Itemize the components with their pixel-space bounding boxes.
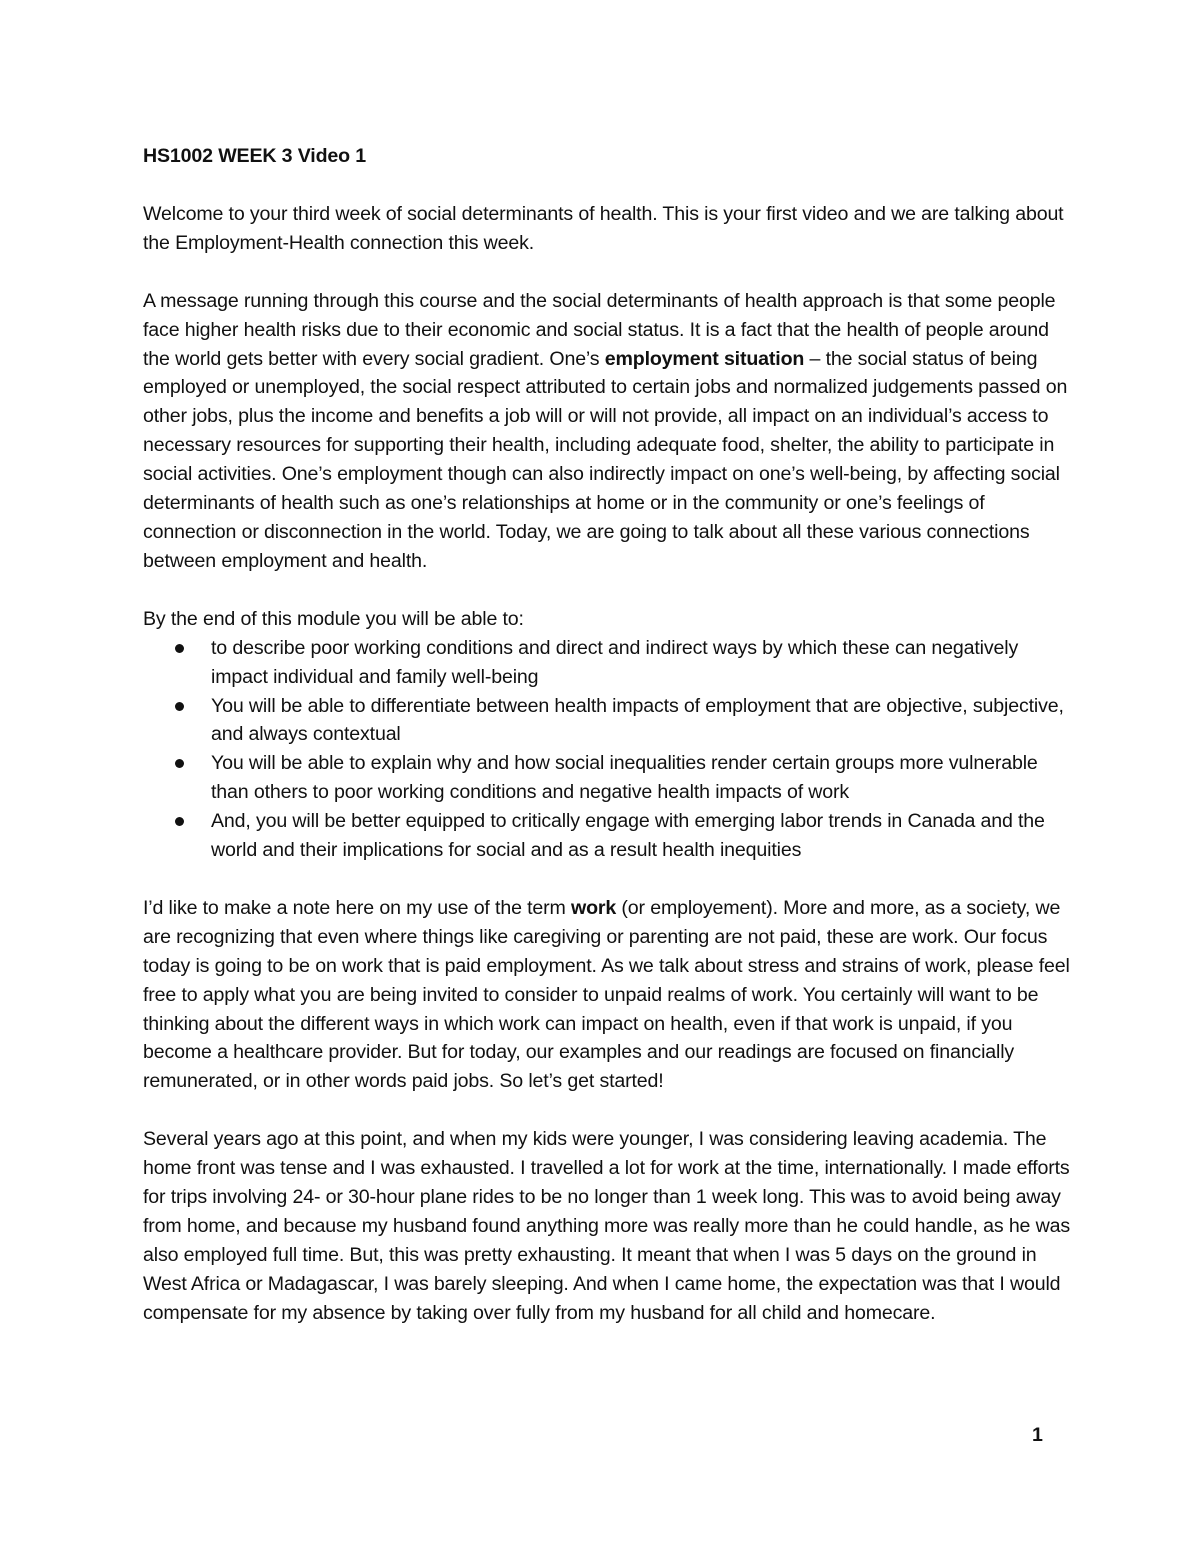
story-paragraph: Several years ago at this point, and when my kids were younger, I was considering leaving academia. The home front was tense and I was exhausted. I travelled a lot for work at the time, internationally. I made efforts for trips involving 24- or 30-hour plane rides to be no longer than 1 week long. This was to avoid being away from home, and because my husband found anything more was really more than he could handle, as he was also employed full time. But, this was pretty exhausting. It meant that when I was 5 days on the ground in West Africa or Madagascar, I was barely sleeping. And when I came home, the expectation was that I would compensate for my absence by taking over fully from my husband for all child and homecare. <box>143 1128 1070 1324</box>
objective-text: You will be able to differentiate between health impacts of employment that are objective, subjective, and always contextual <box>211 694 1064 746</box>
bullet-icon <box>175 759 184 768</box>
welcome-paragraph: Welcome to your third week of social determinants of health. This is your first video and we are talking about the Employment-Health connection this week. <box>143 202 1064 254</box>
objectives-intro: By the end of this module you will be able to: <box>143 607 524 630</box>
document-body <box>143 142 1073 1357</box>
bullet-icon <box>175 817 184 826</box>
objectives-list <box>143 634 1073 865</box>
list-item <box>143 692 1073 750</box>
objective-text: And, you will be better equipped to critically engage with emerging labor trends in Canada and the world and their implications for social and as a result health inequities <box>211 810 1045 862</box>
work-note-paragraph <box>143 894 1073 1096</box>
note-text-end: (or employement). More and more, as a society, we are recognizing that even where things like caregiving or parenting are not paid, these are work. Our focus today is going to be on work that is paid employment. As we talk about stress and strains of work, please feel free to apply what you are being invited to consider to unpaid realms of work. You certainly will want to be thinking about the different ways in which work can impact on health, even if that work is unpaid, if you become a healthcare provider. But for today, our examples and our readings are focused on financially remunerated, or in other words paid jobs. So let’s get started! <box>143 896 1070 1093</box>
bullet-icon <box>175 644 184 653</box>
list-item <box>143 634 1073 692</box>
document-title: HS1002 WEEK 3 Video 1 <box>143 145 367 167</box>
emphasis-work: work <box>571 896 617 919</box>
objective-text: to describe poor working conditions and direct and indirect ways by which these can negatively impact individual and family well-being <box>211 636 1019 688</box>
list-item <box>143 749 1073 807</box>
message-paragraph <box>143 287 1073 576</box>
bullet-icon <box>175 702 184 711</box>
message-text-start: A message running through this course and the social determinants of health approach is that some people face higher health risks due to their economic and social status. It is a fact that the health of people around the world gets better with every social gradient. One’s <box>143 289 1056 370</box>
emphasis-employment-situation: employment situation <box>604 347 805 370</box>
note-text-start: I’d like to make a note here on my use of the term <box>143 896 571 919</box>
page-number: 1 <box>1032 1424 1043 1446</box>
list-item <box>143 807 1073 865</box>
objective-text: You will be able to explain why and how social inequalities render certain groups more vulnerable than others to poor working conditions and negative health impacts of work <box>211 752 1038 804</box>
message-text-end: – the social status of being employed or unemployed, the social respect attributed to certain jobs and normalized judgements passed on other jobs, plus the income and benefits a job will or will not provide, all impact on an individual’s access to necessary resources for supporting their health, including adequate food, shelter, the ability to participate in social activities. One’s employment though can also indirectly impact on one’s well-being, by affecting social determinants of health such as one’s relationships at home or in the community or one’s feelings of connection or disconnection in the world. Today, we are going to talk about all these various connections between employment and health. <box>143 347 1068 572</box>
